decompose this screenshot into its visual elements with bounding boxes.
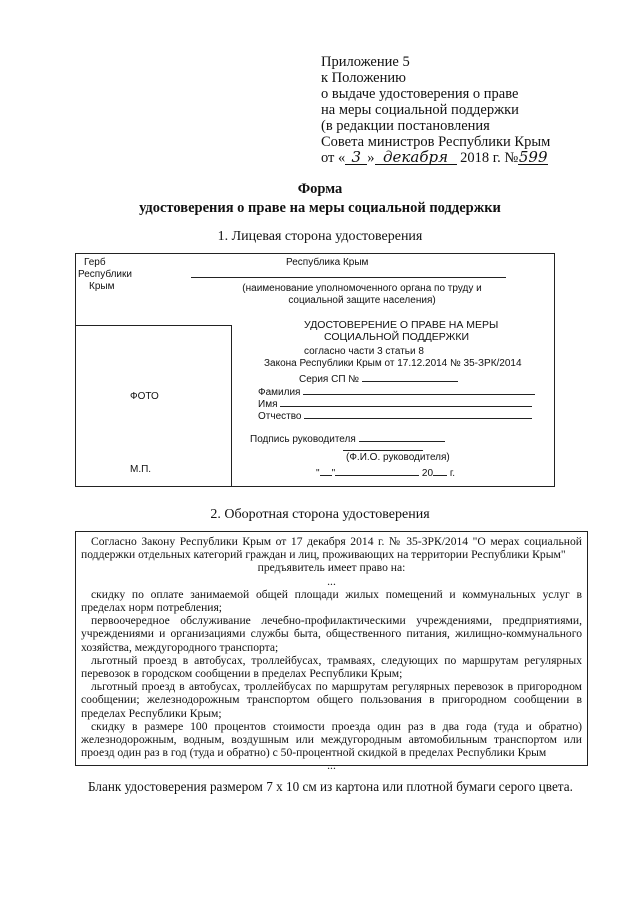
legal-basis: согласно части 3 статьи 8 [304,346,424,357]
section-back-heading: 2. Оборотная сторона удостоверения [210,507,430,522]
benefit-item: первоочередное обслуживание лечебно-профилактическими учреждениями, предприятиями, учреждениями и организациями службы быта, общественного питания, жилищно-коммунального хозяйства, междугородного транспорта; [81,614,582,654]
signature-field: Подпись руководителя [250,431,445,445]
section-front-heading: 1. Лицевая сторона удостоверения [217,229,423,244]
fio-caption: (Ф.И.О. руководителя) [346,452,450,463]
certificate-back: Согласно Закону Республики Крым от 17 декабря 2014 г. № 35-ЗРК/2014 "О мерах социальной поддержки отдельных категорий граждан и лиц, проживающих на территории Республики Крым" предъявитель имеет право на: ... скидку по оплате занимаемой общей площади жилых помещений и коммунальных услуг в пределах норм потребления; первоочередное обслуживание лечебно-профилактическими учреждениями, предприятиями, учреждениями и организациями службы быта, общественного питания, жилищно-коммунального хозяйства, междугородного транспорта; льготный проезд в автобусах, троллейбусах, трамваях, следующих по маршрутам регулярных перевозок в городском сообщении в пределах Республики Крым; льготный проезд в автобусах, троллейбусах по маршрутам регулярных перевозок в пригородном сообщении; железнодорожным транспортом общего пользования в пригородном сообщении в пределах Республики Крым; скидку в размере 100 процентов стоимости проезда один раз в два года (туда и обратно) железнодорожным, водным, воздушным или междугородным автомобильным транспортом или проезд один раз в год (туда и обратно) с 50-процентной скидкой в пределах Республики Крым ... [75,531,588,766]
certificate-front: Герб Республики Крым Республика Крым (наименование уполномоченного органа по труду и социальной защите населения) УДОСТОВЕРЕНИЕ О ПРАВЕ НА МЕРЫ СОЦИАЛЬНОЙ ПОДДЕРЖКИ согласно части 3 статьи 8 Закона Республики Крым от 17.12.2014 № 35-ЗРК/2014 Серия СП № Фамилия Имя Отчество ФОТО Подпись руководителя (Ф.И.О. руководителя) " " 20 г. М.П. [75,253,555,487]
seal-placeholder: М.П. [130,464,152,475]
appendix-header [321,54,621,166]
name-field: Имя [258,396,532,410]
appendix-line: (в редакции постановления [321,118,490,134]
certificate-title: УДОСТОВЕРЕНИЕ О ПРАВЕ НА МЕРЫ [304,319,499,331]
blank-size-note: Бланк удостоверения размером 7 х 10 см из картона или плотной бумаги серого цвета. [88,779,573,794]
org-note: (наименование уполномоченного органа по труду и социальной защите населения) [242,283,482,306]
benefit-item: льготный проезд в автобусах, троллейбусах по маршрутам регулярных перевозок в пригородном сообщении; железнодорожным транспортом общего пользования в пригородном сообщении в пределах Республики Крым; [81,680,582,720]
back-intro: Согласно Закону Республики Крым от 17 декабря 2014 г. № 35-ЗРК/2014 "О мерах социальной поддержки отдельных категорий граждан и лиц, проживающих на территории Республики Крым" [81,535,582,562]
patronymic-field: Отчество [258,408,532,422]
form-subtitle: удостоверения о праве на меры социальной поддержки [139,200,501,216]
benefit-item: скидку по оплате занимаемой общей площади жилых помещений и коммунальных услуг в пределах норм потребления; [81,587,582,615]
appendix-line: Совета министров Республики Крым [321,134,551,150]
issue-date: " " 20 г. [316,465,455,479]
resolution-date-line: от « 3 » декабря 2018 г. №599 [321,148,548,166]
handwritten-month: декабря [375,150,457,165]
benefit-item: льготный проезд в автобусах, троллейбусах, трамваях, следующих по маршрутам регулярных перевозок в городском сообщении в пределах Республики Крым; [81,653,582,681]
series-field: Серия СП № [299,371,458,385]
ellipsis: ... [327,759,336,773]
appendix-line: о выдаче удостоверения о праве [321,86,519,102]
appendix-line: к Положению [321,70,406,86]
ellipsis: ... [327,574,336,588]
emblem-label: Герб [84,257,106,268]
appendix-line: на меры социальной поддержки [321,102,519,118]
benefit-item: скидку в размере 100 процентов стоимости проезда один раз в два года (туда и обратно) железнодорожным, водным, воздушным или междугородным автомобильным транспортом или проезд один раз в год (туда и обратно) с 50-процентной скидкой в пределах Республики Крым [81,719,582,760]
form-title: Форма [297,181,343,197]
handwritten-day: 3 [345,150,367,165]
surname-field: Фамилия [258,384,535,398]
handwritten-number: 599 [518,148,548,166]
photo-placeholder: ФОТО [130,391,159,402]
republic-name: Республика Крым [286,257,369,268]
appendix-line: Приложение 5 [321,54,410,70]
